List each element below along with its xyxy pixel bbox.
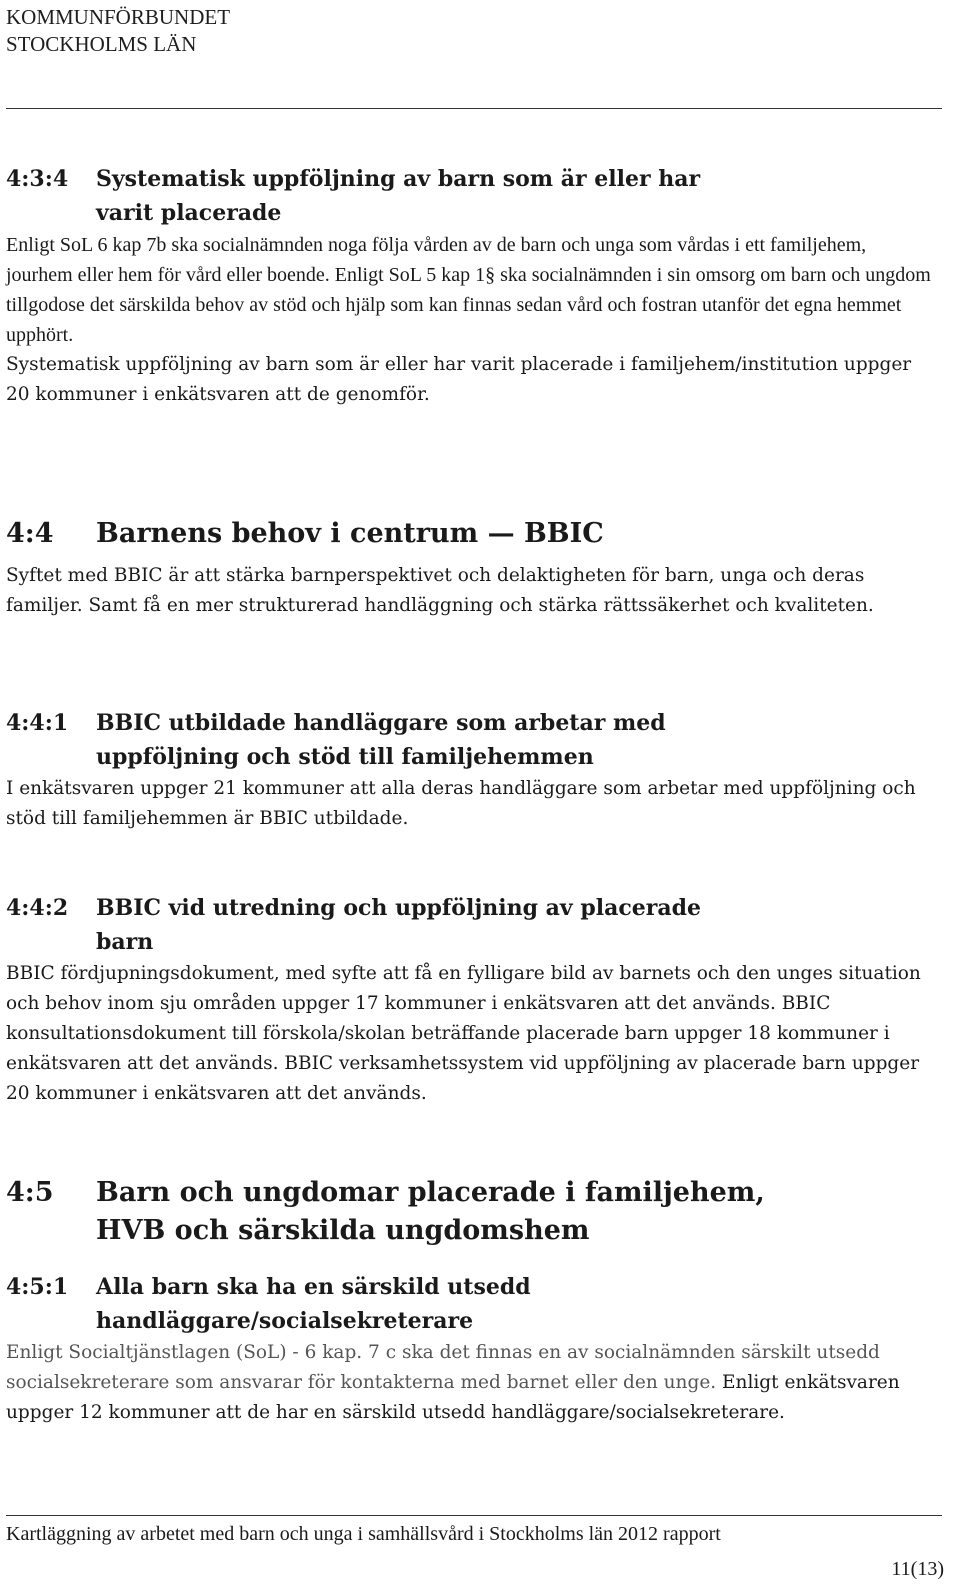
section-heading: Barn och ungdomar placerade i familjehem, HVB och särskilda ungdomshem	[96, 1177, 765, 1246]
document-header	[6, 4, 230, 58]
section-4-5-1	[6, 1270, 936, 1428]
section-heading: Barnens behov i centrum — BBIC	[96, 518, 604, 549]
section-number: 4:4	[6, 518, 54, 549]
section-4-4-2	[6, 891, 936, 1109]
section-number: 4:4:2	[6, 895, 69, 921]
section-number: 4:5:1	[6, 1274, 69, 1300]
section-paragraph: BBIC fördjupningsdokument, med syfte att få en fylligare bild av barnets och den unges situation och behov inom sju områden uppger 17 kommuner i enkätsvaren att det används. BBIC konsultationsdokument till förskola/skolan beträffande placerade barn uppger 18 kommuner i enkätsvaren att det används. BBIC verksamhetssystem vid uppföljning av placerade barn uppger 20 kommuner i enkätsvaren att det används.	[6, 963, 921, 1104]
law-quote: Enligt Socialtjänstlagen (SoL) - 6 kap. 7 c ska det finnas en av socialnämnden särskilt utsedd socialsekreterare som ansvarar för kontakterna med barnet eller den unge.	[6, 1342, 880, 1393]
section-number: 4:5	[6, 1177, 54, 1208]
footer-report-title: Kartläggning av arbetet med barn och unga i samhällsvård i Stockholms län 2012 rapport	[6, 1523, 721, 1545]
header-org-line2: STOCKHOLMS LÄN	[6, 32, 197, 56]
section-paragraph-law: Enligt SoL 6 kap 7b ska socialnämnden noga följa vården av de barn och unga som vårdas i ett familjehem, jourhem eller hem för vård eller boende. Enligt SoL 5 kap 1§ ska socialnämnden i sin omsorg om barn och ungdom tillgodose det särskilda behov av stöd och hjälp som kan finnas sedan vård och fostran utanför det egna hemmet upphört.	[6, 234, 931, 346]
page-number: 11(13)	[891, 1558, 944, 1580]
section-heading: BBIC utbildade handläggare som arbetar med uppföljning och stöd till familjehemmen	[96, 710, 666, 770]
section-paragraph: Systematisk uppföljning av barn som är eller har varit placerade i familjehem/institution uppger 20 kommuner i enkätsvaren att de genomför.	[6, 354, 912, 405]
section-heading: BBIC vid utredning och uppföljning av placerade barn	[96, 895, 701, 955]
section-paragraph	[6, 1338, 931, 1428]
section-heading: Systematisk uppföljning av barn som är eller har varit placerade	[96, 166, 701, 226]
section-4-4-1	[6, 706, 936, 834]
section-number: 4:3:4	[6, 166, 69, 192]
header-org-line1: KOMMUNFÖRBUNDET	[6, 5, 231, 29]
section-paragraph: Syftet med BBIC är att stärka barnperspektivet och delaktigheten för barn, unga och deras familjer. Samt få en mer strukturerad handläggning och stärka rättssäkerhet och kvaliteten.	[6, 565, 874, 616]
section-paragraph: I enkätsvaren uppger 21 kommuner att alla deras handläggare som arbetar med uppföljning och stöd till familjehemmen är BBIC utbildade.	[6, 778, 916, 829]
section-heading: Alla barn ska ha en särskild utsedd handläggare/socialsekreterare	[96, 1274, 531, 1334]
section-4-4	[6, 515, 936, 621]
survey-result: Enligt enkätsvaren uppger 12 kommuner att de har en särskild utsedd handläggare/socialsekreterare.	[6, 1372, 900, 1423]
footer-divider	[6, 1515, 942, 1516]
section-4-5	[6, 1174, 936, 1250]
header-divider	[6, 108, 942, 109]
section-number: 4:4:1	[6, 710, 69, 736]
section-4-3-4	[6, 162, 936, 410]
